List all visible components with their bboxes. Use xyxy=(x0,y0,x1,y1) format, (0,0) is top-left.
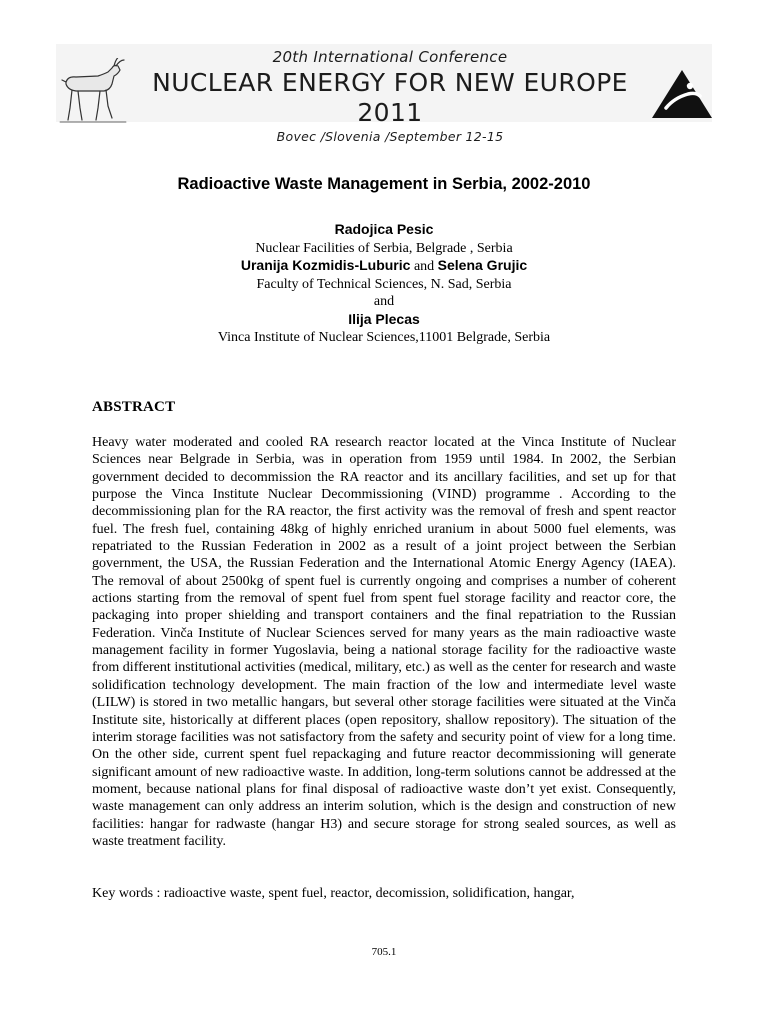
page-number: 705.1 xyxy=(371,946,397,958)
society-triangle-logo xyxy=(650,68,714,120)
keywords: Key words : radioactive waste, spent fuel, reactor, decomission, solidification, hangar, xyxy=(92,886,575,901)
author-conjunction: and xyxy=(413,259,435,274)
author-conjunction: and xyxy=(373,294,395,309)
affiliation: Nuclear Facilities of Serbia, Belgrade , Serbia xyxy=(255,240,513,256)
affiliation: Faculty of Technical Sciences, N. Sad, Serbia xyxy=(256,276,512,292)
abstract-body: Heavy water moderated and cooled RA research reactor located at the Vinca Institute of Nuclear Sciences near Belgrade in Serbia, was in operation from 1959 until 1984. In 2002, the Serbian government decided to decommission the RA reactor and its ancillary facilities, and set up for that purpose the Vinca Institute Nuclear Decommissioning (VIND) programme . According to the decommissioning plan for the RA reactor, the first activity was the removal of fresh and spent reactor fuel. The fresh fuel, containing 48kg of highly enriched uranium in about 5000 fuel elements, was repatriated to the Russian Federation in 2002 as a result of a joint project between the Serbian government, the USA, the Russian Federation and the International Atomic Energy Agency (IAEA). The removal of about 2500kg of spent fuel is currently ongoing and comprises a number of coherent actions starting from the removal of spent fuel from spent fuel storage facility and reactor core, the packaging into proper shielding and transport containers and the final repatriation to the Russian Federation. Vinča Institute of Nuclear Sciences served for many years as the main radioactive waste management facility in former Yugoslavia, being a national storage facility for the radioactive waste from different institutional activities (medical, military, etc.) as well as the center for research and waste solidification technology development. The main fraction of the low and intermediate level waste (LILW) is stored in two metallic hangars, but several other storage facilities were situated at the Vinča Institute site, historically at different places (open repository, shallow repository). The situation of the interim storage facilities was not satisfactory from the safety and security point of view for a long time. On the other side, current spent fuel repackaging and future reactor decommissioning will generate significant amount of new radioactive waste. In addition, long-term solutions cannot be addressed at the moment, because national plans for final disposal of radioactive waste don’t yet exist. Consequently, waste management can only address an interim solution, which is the design and construction of new facilities: hangar for radwaste (hangar H3) and secure storage for strong sealed sources, as well as waste treatment facility. xyxy=(92,435,676,849)
author-name: Ilija Plecas xyxy=(348,310,420,327)
conference-name: NUCLEAR ENERGY FOR NEW EUROPE 2011 xyxy=(152,68,628,127)
conference-edition: 20th International Conference xyxy=(272,48,508,66)
author-name: Uranija Kozmidis-Luburic xyxy=(240,257,411,273)
paper-title: Radioactive Waste Management in Serbia, 2002-2010 xyxy=(177,175,591,193)
conference-header xyxy=(130,46,650,146)
affiliation: Vinca Institute of Nuclear Sciences,11001 Belgrade, Serbia xyxy=(217,330,551,345)
author-block xyxy=(0,221,768,347)
abstract-heading: ABSTRACT xyxy=(92,399,176,415)
author-name: Selena Grujic xyxy=(437,257,528,273)
conference-place: Bovec /Slovenia /September 12-15 xyxy=(276,129,504,144)
ibex-icon xyxy=(58,58,128,126)
author-name: Radojica Pesic xyxy=(334,221,434,237)
